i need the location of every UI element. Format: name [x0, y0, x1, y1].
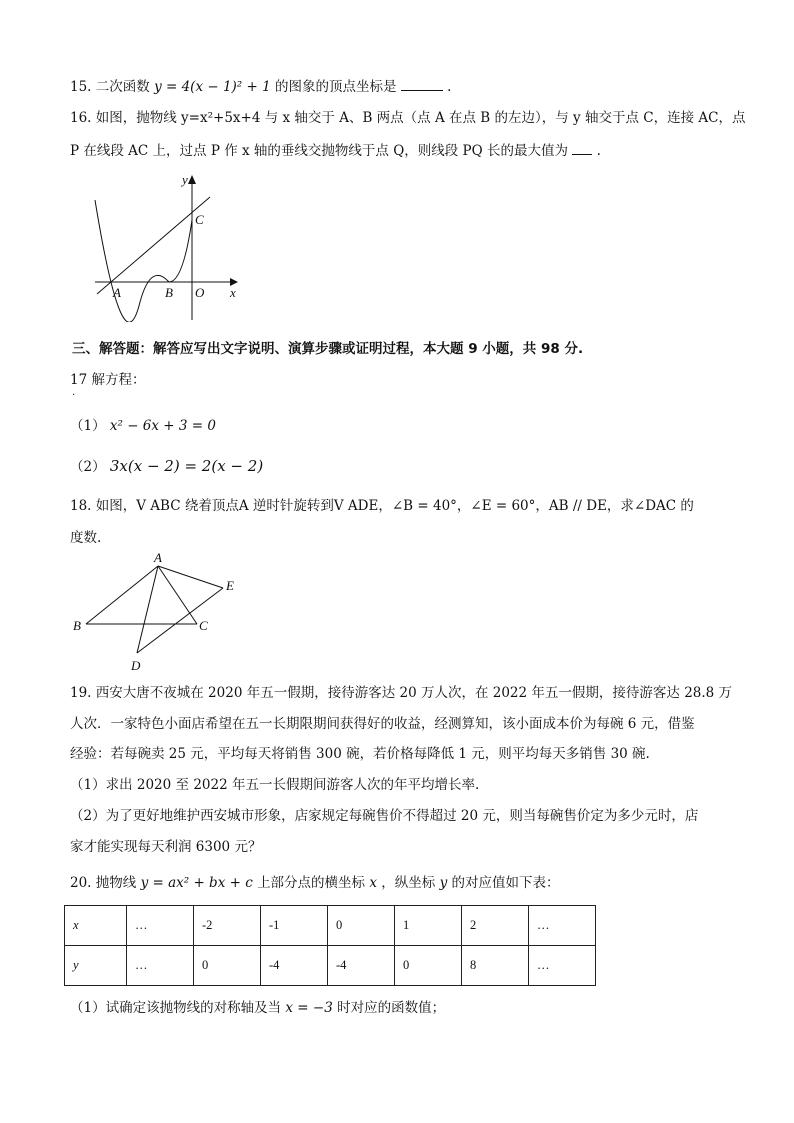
table-cell: x [65, 906, 127, 946]
table-cell: -4 [328, 946, 395, 986]
table-cell: 0 [395, 946, 462, 986]
q15-answer-blank [401, 76, 443, 91]
label-o: O [195, 285, 205, 300]
table-cell: 1 [395, 906, 462, 946]
label-e: E [226, 578, 234, 593]
q18-line-2: 度数. [70, 530, 102, 546]
label-y: y [182, 172, 188, 187]
label-b: B [165, 285, 173, 300]
q17-part-2 [70, 456, 263, 477]
table-row [65, 946, 596, 986]
q20-prefix: 20. 抛物线 [70, 875, 137, 891]
q16-line-2 [70, 140, 601, 161]
q19-line-1: 19. 西安大唐不夜城在 2020 年五一假期，接待游客达 20 万人次，在 2022 年五一假期，接待游客达 28.8 万 [70, 685, 733, 701]
q20-intro [70, 873, 560, 893]
q17-part-1-equation: x² − 6x + 3 = 0 [109, 418, 216, 434]
q20-formula: y = ax² + bx + c [140, 875, 253, 891]
parabola-curve [95, 200, 192, 322]
segment-ae [158, 566, 223, 588]
q15-prefix: 15. 二次函数 [70, 79, 150, 95]
q16-line-2-end: . [596, 143, 601, 159]
q18-triangle-figure [70, 550, 250, 675]
q20-yvar: y [439, 875, 448, 891]
table-cell: … [529, 906, 596, 946]
table-cell: … [529, 946, 596, 986]
q19-part-2-line-1: （2）为了更好地维护西安城市形象，店家规定每碗售价不得超过 20 元，则当每碗售价定为多少元时，店 [70, 808, 699, 824]
q20-suffix: 的对应值如下表： [451, 875, 560, 891]
table-row [65, 906, 596, 946]
y-axis-arrow-icon [188, 175, 196, 184]
table-cell: … [127, 906, 194, 946]
q15-formula: y = 4(x − 1)² + 1 [154, 79, 271, 95]
q20-part-1 [70, 998, 445, 1018]
q17-part-2-label: （2） [70, 459, 106, 475]
q20-value-table [64, 905, 596, 986]
q17-part-2-equation: 3x(x − 2) = 2(x − 2) [109, 457, 264, 475]
q17-dot: . [72, 387, 76, 398]
q20-xvar: x [369, 875, 377, 891]
table-cell: 2 [462, 906, 529, 946]
segment-ac [158, 566, 197, 624]
table-cell: … [127, 946, 194, 986]
table-cell: y [65, 946, 127, 986]
section-3-heading: 三、解答题：解答应写出文字说明、演算步骤或证明过程，本大题 9 小题，共 98 分. [72, 341, 584, 357]
line-ac [97, 197, 210, 294]
q17-part-1-label: （1） [70, 418, 106, 434]
table-cell: 0 [328, 906, 395, 946]
segment-ab [86, 566, 158, 624]
label-a: A [154, 550, 162, 565]
q15-end: . [447, 79, 452, 95]
table-cell: 0 [194, 946, 261, 986]
q20-middle2: ，纵坐标 [381, 875, 436, 891]
q20-part-1-suffix: 时对应的函数值； [337, 1000, 446, 1016]
q16-parabola-figure [85, 172, 245, 322]
label-a: A [113, 285, 121, 300]
q17-title: 17 解方程： [70, 372, 146, 388]
table-cell: -1 [261, 906, 328, 946]
label-d: D [131, 658, 141, 673]
q19-line-3: 经验：若每碗卖 25 元，平均每天将销售 300 碗，若价格每降低 1 元，则平均每天多销售 30 碗. [70, 746, 650, 762]
q15-suffix: 的图象的顶点坐标是 [275, 79, 397, 95]
label-c: C [199, 618, 208, 633]
table-cell: 8 [462, 946, 529, 986]
label-x: x [230, 285, 236, 300]
q17-part-1 [70, 416, 216, 436]
q20-part-1-formula: x = −3 [285, 1000, 333, 1016]
question-15 [70, 76, 451, 97]
q16-answer-blank [572, 140, 592, 155]
q16-line-2-text: P 在线段 AC 上，过点 P 作 x 轴的垂线交抛物线于点 Q，则线段 PQ 长的最大值为 [70, 143, 568, 159]
q18-line-1: 18. 如图，V ABC 绕着顶点A 逆时针旋转到V ADE，∠B = 40°，∠E = 60°，AB // DE，求∠DAC 的 [70, 498, 694, 514]
table-cell: -4 [261, 946, 328, 986]
label-b: B [73, 618, 81, 633]
q19-line-2: 人次．一家特色小面店希望在五一长期限期间获得好的收益，经测算知，该小面成本价为每碗 6 元，借鉴 [70, 716, 695, 732]
q20-part-1-prefix: （1）试确定该抛物线的对称轴及当 [70, 1000, 282, 1016]
label-c: C [195, 212, 204, 227]
table-cell: -2 [194, 906, 261, 946]
q16-line-1: 16. 如图，抛物线 y=x²+5x+4 与 x 轴交于 A、B 两点（点 A 在点 B 的左边），与 y 轴交于点 C，连接 AC，点 [70, 110, 746, 126]
q20-middle: 上部分点的横坐标 [257, 875, 366, 891]
q19-part-2-line-2: 家才能实现每天利润 6300 元？ [70, 839, 262, 855]
q19-part-1: （1）求出 2020 至 2022 年五一长假期间游客人次的年平均增长率. [70, 777, 480, 793]
